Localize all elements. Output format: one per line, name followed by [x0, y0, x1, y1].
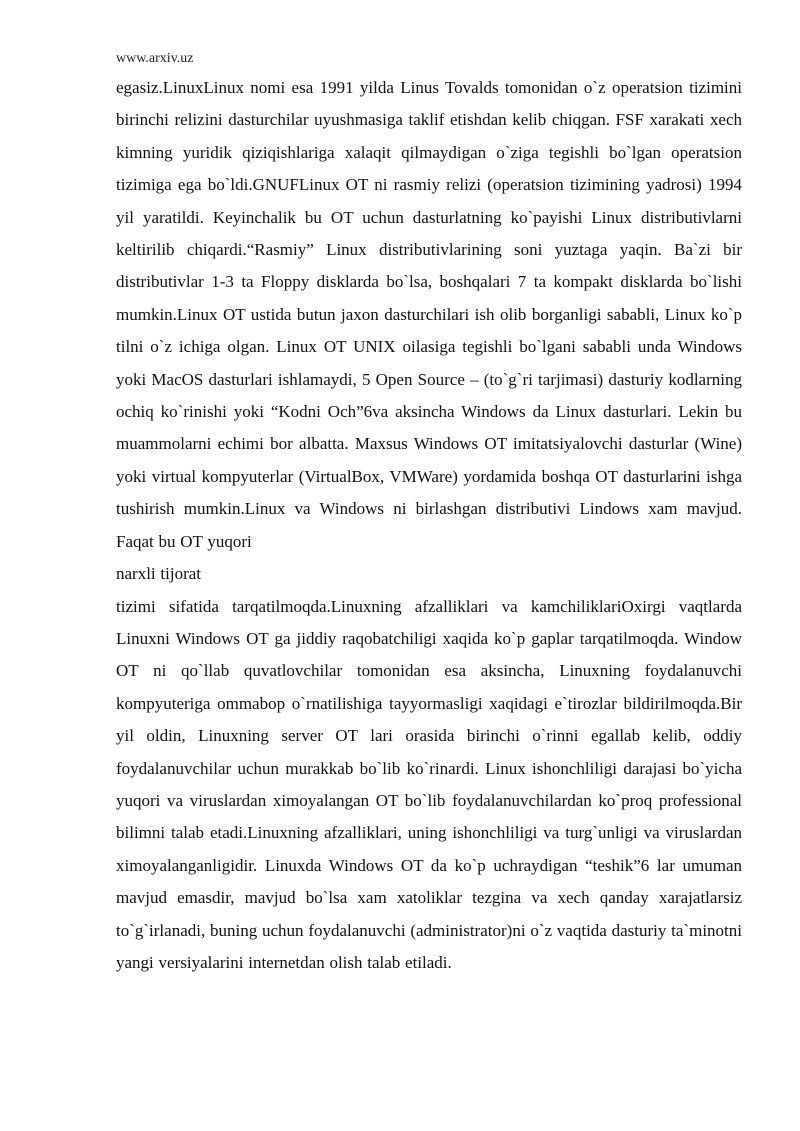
paragraph-fragment: narxli tijorat [116, 564, 202, 584]
paragraph-linux-advantages: tizimi sifatida tarqatilmoqda.Linuxning afzalliklari va kamchiliklariOxirgi vaqtlarda Linuxni Windows OT ga jiddiy raqobatchiligi xaqida ko`p gaplar tarqatilmoqda. Window OT ni qo`llab quvatlovchilar tomonidan esa aksincha, Linuxning foydalanuvchi kompyuteriga ommabop o`rnatilishiga tayyormasligi xaqidagi e`tirozlar bildirilmoqda.Bir yil oldin, Linuxning server OT lari orasida birinchi o`rinni egallab kelib, oddiy foydalanuvchilar uchun murakkab bo`lib ko`rinardi. Linux ishonchliligi darajasi bo`yicha yuqori va viruslardan ximoyalangan OT bo`lib foydalanuvchilardan ko`proq professional bilimni talab etadi.Linuxning afzalliklari, uning ishonchliligi va turg`unligi va viruslardan ximoyalanganligidir. Linuxda Windows OT da ko`p uchraydigan “teshik”6 lar umuman mavjud emasdir, mavjud bo`lsa xam xatoliklar tezgina va xech qanday xarajatlarsiz to`g`irlanadi, buning uchun foydalanuvchi (administrator)ni o`z vaqtida dasturiy ta`minotni yangi versiyalarini internetdan olish talab etiladi. [116, 596, 742, 972]
document-body [116, 72, 742, 979]
site-url-header: www.arxiv.uz [116, 51, 194, 66]
paragraph-linux-history: egasiz.LinuxLinux nomi esa 1991 yilda Linus Tovalds tomonidan o`z operatsion tizimini birinchi relizini dasturchilar uyushmasiga taklif etishdan kelib chiqgan. FSF xarakati xech kimning yuridik qiziqishlariga xalaqit qilmaydigan o`ziga tegishli bo`lgan operatsion tizimiga ega bo`ldi.GNUFLinux OT ni rasmiy relizi (operatsion tizimining yadrosi) 1994 yil yaratildi. Keyinchalik bu OT uchun dasturlatning ko`payishi Linux distributivlarni keltirilib chiqardi.“Rasmiy” Linux distributivlarining soni yuztaga yaqin. Ba`zi bir distributivlar 1-3 ta Floppy disklarda bo`lsa, boshqalari 7 ta kompakt disklarda bo`lishi mumkin.Linux OT ustida butun jaxon dasturchilari ish olib borganligi sababli, Linux ko`p tilni o`z ichiga olgan. Linux OT UNIX oilasiga tegishli bo`lgani sababli unda Windows yoki MacOS dasturlari ishlamaydi, 5 Open Source – (to`g`ri tarjimasi) dasturiy kodlarning ochiq ko`rinishi yoki “Kodni Och”6va aksincha Windows da Linux dasturlari. Lekin bu muammolarni echimi bor albatta. Maxsus Windows OT imitatsiyalovchi dasturlar (Wine) yoki virtual kompyuterlar (VirtualBox, VMWare) yordamida boshqa OT dasturlarini ishga tushirish mumkin.Linux va Windows ni birlashgan distributivi Lindows xam mavjud. Faqat bu OT yuqori [116, 78, 742, 551]
